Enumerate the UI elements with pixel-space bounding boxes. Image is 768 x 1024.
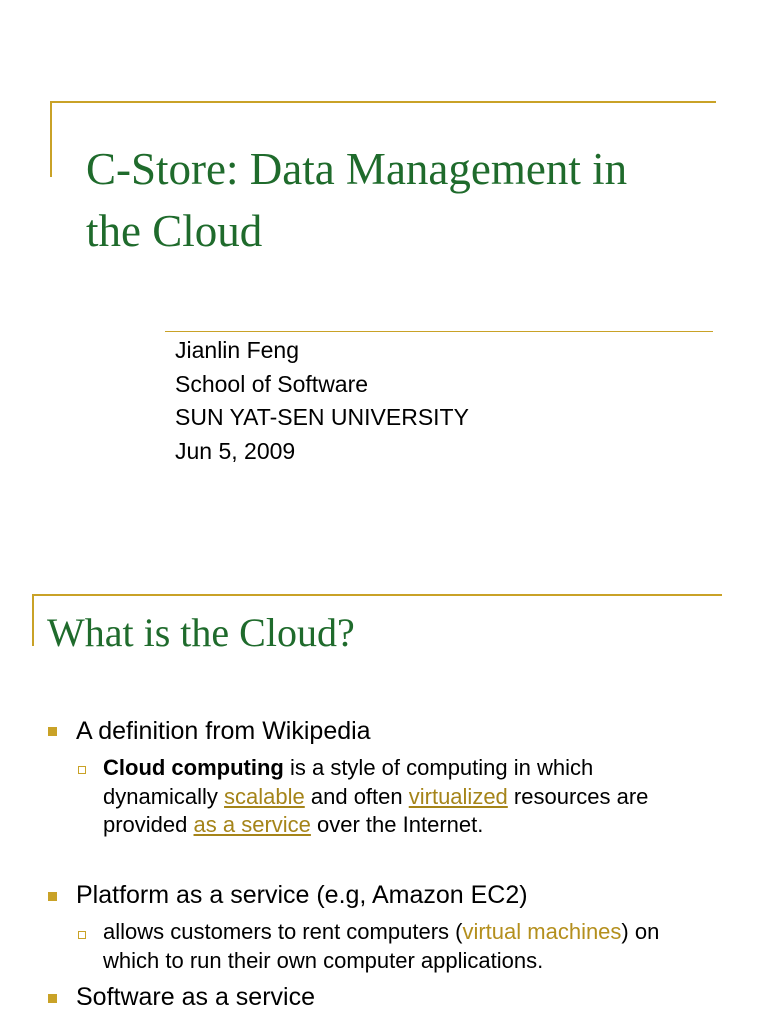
- bullet-saas: Software as a service: [76, 983, 315, 1011]
- paas-line-2: which to run their own computer applications.: [103, 947, 544, 973]
- slide1-top-rule: [50, 101, 716, 103]
- author-block: [175, 334, 469, 468]
- definition-text: [103, 754, 648, 840]
- slide1-left-rule: [50, 101, 52, 177]
- slide1-author-rule: [165, 331, 713, 332]
- bullet-square-icon: [48, 727, 57, 736]
- paas-line-1-a: allows customers to rent computers (: [103, 919, 463, 944]
- slide1-title-line1: C-Store: Data Management in: [86, 144, 628, 194]
- definition-line-2-a: dynamically: [103, 783, 225, 809]
- slide2-left-rule: [32, 594, 34, 646]
- definition-line-1: [103, 754, 648, 783]
- slide2-title: What is the Cloud?: [47, 610, 355, 655]
- scalable-link[interactable]: scalable: [224, 783, 305, 809]
- author-school: School of Software: [175, 370, 369, 397]
- paas-line-1-b: ) on: [621, 919, 660, 944]
- bullet-definition: A definition from Wikipedia: [76, 717, 371, 745]
- presentation-date: Jun 5, 2009: [175, 437, 296, 464]
- bullet-square-icon: [48, 994, 57, 1003]
- author-name: Jianlin Feng: [175, 337, 300, 363]
- cloud-computing-term: Cloud computing: [103, 755, 284, 780]
- bullet-paas: Platform as a service (e.g, Amazon EC2): [76, 881, 528, 909]
- definition-line-1-text: is a style of computing in which: [283, 755, 594, 780]
- slide2-top-rule: [32, 594, 722, 596]
- definition-line-2-b: and often: [304, 783, 409, 809]
- slide1-title-line2: the Cloud: [86, 206, 263, 256]
- definition-line-3: [103, 811, 648, 840]
- definition-line-3-b: over the Internet.: [310, 812, 484, 837]
- paas-line-1: [103, 918, 659, 947]
- hollow-square-bullet-icon: [78, 766, 86, 774]
- author-university: SUN YAT-SEN UNIVERSITY: [175, 404, 469, 430]
- as-a-service-link[interactable]: as a service: [193, 812, 311, 837]
- hollow-square-bullet-icon: [78, 931, 86, 939]
- paas-description: [103, 918, 659, 975]
- virtual-machines-term: virtual machines: [462, 919, 622, 944]
- slide1-title: [86, 138, 746, 262]
- definition-line-2: [103, 783, 648, 812]
- virtualized-link[interactable]: virtualized: [408, 783, 508, 809]
- bullet-square-icon: [48, 892, 57, 901]
- definition-line-3-a: provided: [103, 812, 194, 837]
- definition-line-2-c: resources are: [507, 783, 649, 809]
